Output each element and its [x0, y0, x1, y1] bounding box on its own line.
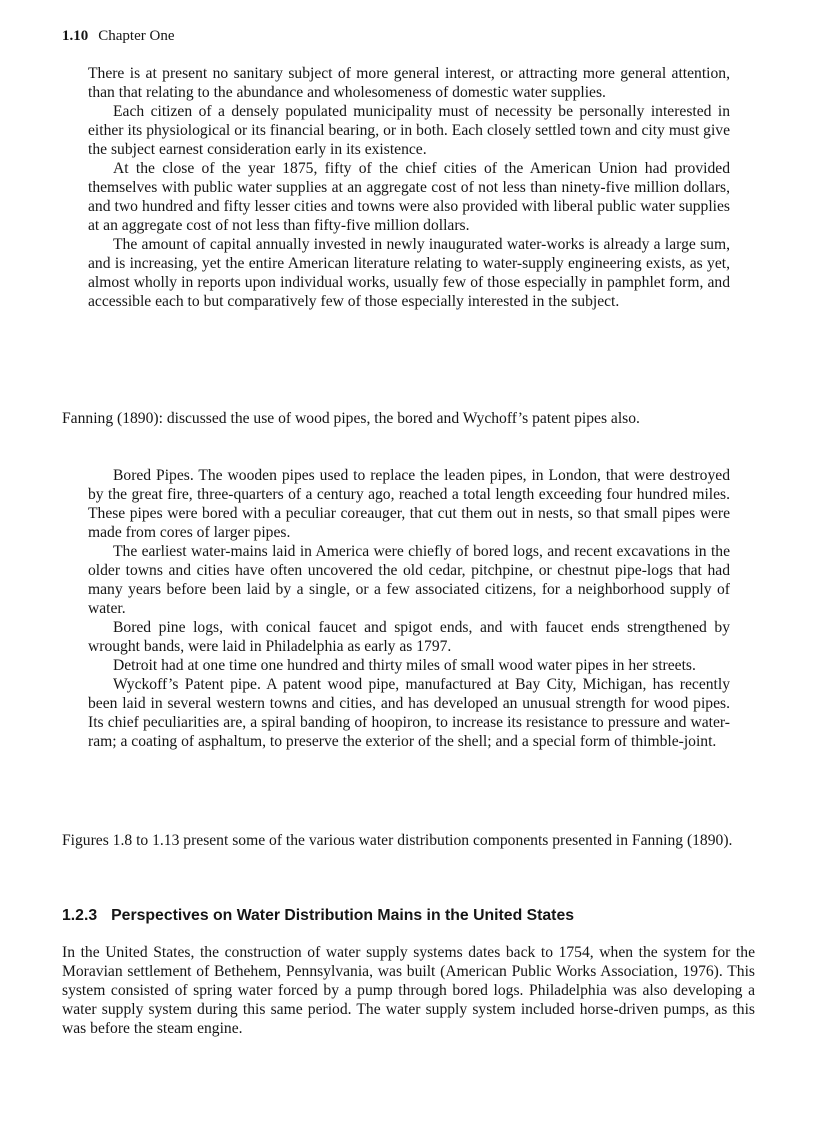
block-quote-wood-pipes — [88, 466, 730, 751]
chapter-title: Chapter One — [98, 28, 175, 44]
quote-paragraph: Wyckoff’s Patent pipe. A patent wood pipe, manufactured at Bay City, Michigan, has recently been laid in several western towns and cities, and has developed an unusual strength for wood pipes. Its chief peculiarities are, a spiral banding of hoopiron, to increase its resistance to pressure and water-ram; a coating of asphaltum, to preserve the exterior of the shell; and a special form of thimble-joint. — [88, 676, 730, 750]
quote-paragraph: The earliest water-mains laid in America were chiefly of bored logs, and recent excavations in the older towns and cities have often uncovered the old cedar, pitchpine, or chestnut pipe-logs that had many years before been laid by a single, or a few associated citizens, for a neighborhood supply of water. — [88, 543, 730, 617]
section-title: Perspectives on Water Distribution Mains in the United States — [111, 907, 575, 924]
quote-paragraph: Each citizen of a densely populated municipality must of necessity be personally interested in either its physiological or its financial bearing, or in both. Each closely settled town and city must give the subject earnest consideration early in its existence. — [88, 103, 730, 158]
quote-paragraph: At the close of the year 1875, fifty of the chief cities of the American Union had provided themselves with public water supplies at an aggregate cost of not less than ninety-five million dollars, and two hundred and fifty lesser cities and towns were also provided with liberal public water supplies at an aggregate cost of not less than fifty-five million dollars. — [88, 160, 730, 234]
paragraph-figures: Figures 1.8 to 1.13 present some of the various water distribution components presented in Fanning (1890). — [62, 832, 733, 849]
block-quote-water-supplies — [88, 64, 730, 311]
paragraph-history: In the United States, the construction of water supply systems dates back to 1754, when the system for the Moravian settlement of Bethehem, Pennsylvania, was built (American Public Works Association, 1976). This system consisted of spring water forced by a pump through bored logs. Philadelphia was also developing a water supply system during this same period. The water supply system included horse-driven pumps, as this was before the steam engine. — [62, 944, 755, 1037]
quote-paragraph: Bored Pipes. The wooden pipes used to replace the leaden pipes, in London, that were destroyed by the great fire, three-quarters of a century ago, reached a total length exceeding four hundred miles. These pipes were bored with a peculiar coreauger, that cut them out in nests, so that small pipes were made from cores of larger pipes. — [88, 467, 730, 541]
page-number: 1.10 — [62, 28, 89, 44]
quote-paragraph: There is at present no sanitary subject of more general interest, or attracting more general attention, than that relating to the abundance and wholesomeness of domestic water supplies. — [88, 65, 730, 101]
quote-paragraph: Detroit had at one time one hundred and thirty miles of small wood water pipes in her streets. — [113, 657, 696, 674]
section-number: 1.2.3 — [62, 907, 98, 924]
paragraph-fanning: Fanning (1890): discussed the use of wood pipes, the bored and Wychoff’s patent pipes also. — [62, 410, 640, 427]
section-heading — [62, 906, 762, 926]
running-head — [62, 26, 174, 46]
quote-paragraph: The amount of capital annually invested in newly inaugurated water-works is already a large sum, and is increasing, yet the entire American literature relating to water-supply engineering exists, as yet, almost wholly in reports upon individual works, usually few of those especially in pamphlet form, and accessible each to but comparatively few of those especially interested in the subject. — [88, 236, 730, 310]
quote-paragraph: Bored pine logs, with conical faucet and spigot ends, and with faucet ends strengthened by wrought bands, were laid in Philadelphia as early as 1797. — [88, 619, 730, 655]
